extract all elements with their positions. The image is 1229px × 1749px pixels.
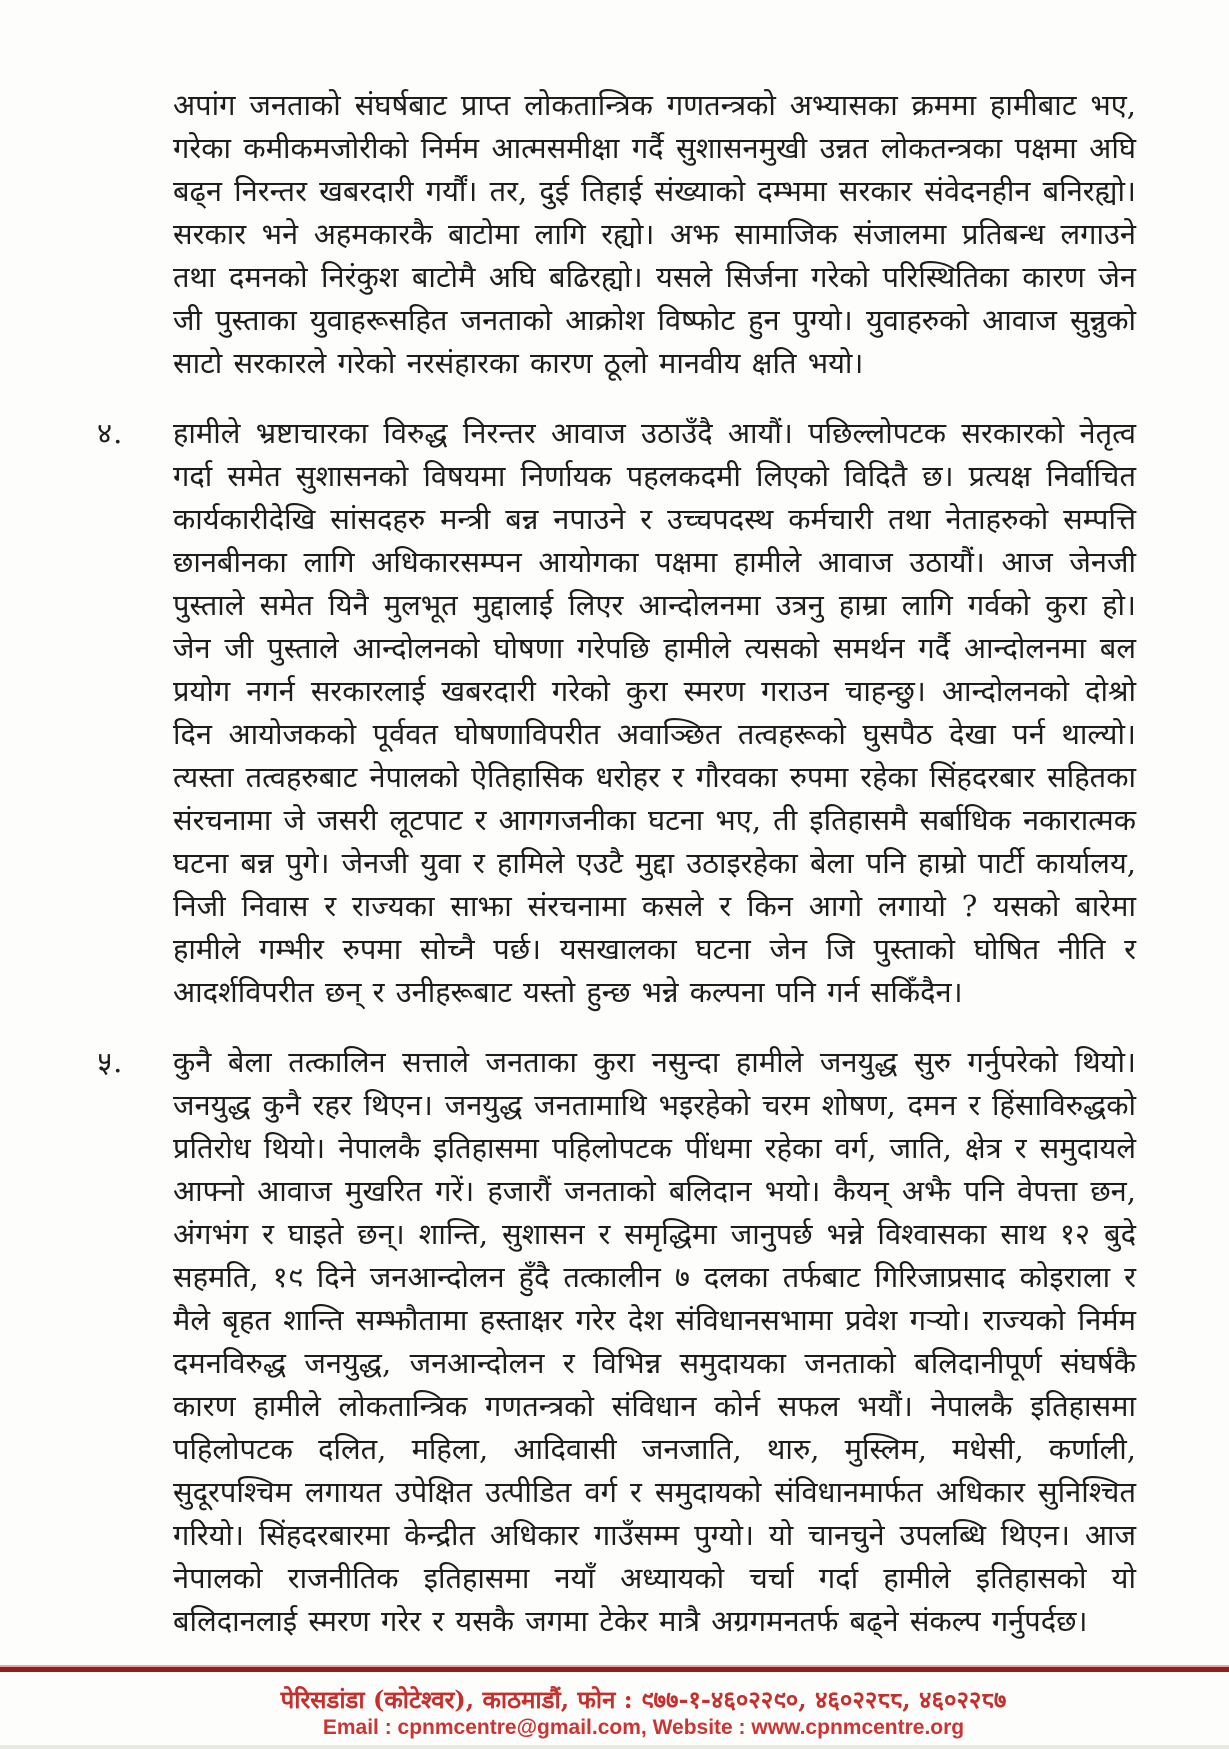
paragraph-text: अपांग जनताको संघर्षबाट प्राप्त लोकतान्त्रिक गणतन्त्रको अभ्यासका क्रममा हामीबाट भए, गरेका कमीकमजोरीको निर्मम आत्मसमीक्षा गर्दै सुशासनमुखी उन्नत लोकतन्त्रका पक्षमा अघि बढ्न निरन्तर खबरदारी गर्यौं। तर, दुई तिहाई संख्याको दम्भमा सरकार संवेदनहीन बनिरह्यो। सरकार भने अहमकारकै बाटोमा लागि रह्यो। अझ सामाजिक संजालमा प्रतिबन्ध लगाउने तथा दमनको निरंकुश बाटोमै अघि बढिरह्यो। यसले सिर्जना गरेको परिस्थितिका कारण जेन जी पुस्ताका युवाहरूसहित जनताको आक्रोश विष्फोट हुन पुग्यो। युवाहरुको आवाज सुन्नुको साटो सरकारले गरेको नरसंहारका कारण ठूलो मानवीय क्षति भयो। (173, 88, 1136, 380)
paragraph (97, 84, 1136, 385)
footer-address: पेरिसडांडा (कोटेश्वर), काठमाडौं, फोन : ९७७-१-४६०२२९०, ४६०२२८८, ४६०२२८७ (280, 1685, 1007, 1714)
paragraph-number: ४. (97, 416, 124, 450)
footer-divider (0, 1665, 1229, 1672)
footer-contact: Email : cpnmcentre@gmail.com, Website : www.cpnmcentre.org (322, 1716, 965, 1739)
paragraph-number: ५. (97, 1045, 124, 1079)
paragraph-text: हामीले भ्रष्टाचारका विरुद्ध निरन्तर आवाज उठाउँदै आयौं। पछिल्लोपटक सरकारको नेतृत्व गर्दा समेत सुशासनको विषयमा निर्णायक पहलकदमी लिएको विदितै छ। प्रत्यक्ष निर्वाचित कार्यकारीदेखि सांसदहरु मन्त्री बन्न नपाउने र उच्चपदस्थ कर्मचारी तथा नेताहरुको सम्पत्ति छानबीनका लागि अधिकारसम्पन आयोगका पक्षमा हामीले आवाज उठायौं। आज जेनजी पुस्ताले समेत यिनै मुलभूत मुद्दालाई लिएर आन्दोलनमा उत्रनु हाम्रा लागि गर्वको कुरा हो। जेन जी पुस्ताले आन्दोलनको घोषणा गरेपछि हामीले त्यसको समर्थन गर्दै आन्दोलनमा बल प्रयोग नगर्न सरकारलाई खबरदारी गरेको कुरा स्मरण गराउन चाहन्छु। आन्दोलनको दोश्रो दिन आयोजकको पूर्ववत घोषणाविपरीत अवाञ्छित तत्वहरूको घुसपैठ देखा पर्न थाल्यो। त्यस्ता तत्वहरुबाट नेपालको ऐतिहासिक धरोहर र गौरवका रुपमा रहेका सिंहदरबार सहितका संरचनामा जे जसरी लूटपाट र आगगजनीका घटना भए, ती इतिहासमै सर्बाधिक नकारात्मक घटना बन्न पुगे। जेनजी युवा र हामिले एउटै मुद्दा उठाइरहेका बेला पनि हाम्रो पार्टी कार्यालय, निजी निवास र राज्यका साझा संरचनामा कसले र किन आगो लगायो ? यसको बारेमा हामीले गम्भीर रुपमा सोच्नै पर्छ। यसखालका घटना जेन जि पुस्ताको घोषित नीति र आदर्शविपरीत छन् र उनीहरूबाट यस्तो हुन्छ भन्ने कल्पना पनि गर्न सकिँदैन। (173, 416, 1136, 1009)
page-footer (0, 1665, 1229, 1749)
page-bottom-edge (0, 1745, 1229, 1749)
paragraph-text: कुनै बेला तत्कालिन सत्ताले जनताका कुरा नसुन्दा हामीले जनयुद्ध सुरु गर्नुपरेको थियो। जनयुद्ध कुनै रहर थिएन। जनयुद्ध जनतामाथि भइरहेको चरम शोषण, दमन र हिंसाविरुद्धको प्रतिरोध थियो। नेपालकै इतिहासमा पहिलोपटक पींधमा रहेका वर्ग, जाति, क्षेत्र र समुदायले आफ्नो आवाज मुखरित गरें। हजारौं जनताको बलिदान भयो। कैयन् अझै पनि वेपत्ता छन, अंगभंग र घाइते छन्। शान्ति, सुशासन र समृद्धिमा जानुपर्छ भन्ने विश्वासका साथ १२ बुदे सहमति, १९ दिने जनआन्दोलन हुँदै तत्कालीन ७ दलका तर्फबाट गिरिजाप्रसाद कोइराला र मैले बृहत शान्ति सम्झौतामा हस्ताक्षर गरेर देश संविधानसभामा प्रवेश गऱ्यो। राज्यको निर्मम दमनविरुद्ध जनयुद्ध, जनआन्दोलन र विभिन्न समुदायका जनताको बलिदानीपूर्ण संघर्षकै कारण हामीले लोकतान्त्रिक गणतन्त्रको संविधान कोर्न सफल भयौं। नेपालकै इतिहासमा पहिलोपटक दलित, महिला, आदिवासी जनजाति, थारु, मुस्लिम, मधेसी, कर्णाली, सुदूरपश्चिम लगायत उपेक्षित उत्पीडित वर्ग र समुदायको संविधानमार्फत अधिकार सुनिश्चित गरियो। सिंहदरबारमा केन्द्रीत अधिकार गाउँसम्म पुग्यो। यो चानचुने उपलब्धि थिएन। आज नेपालको राजनीतिक इतिहासमा नयाँ अध्यायको चर्चा गर्दा हामीले इतिहासको यो बलिदानलाई स्मरण गरेर र यसकै जगमा टेकेर मात्रै अग्रगमनतर्फ बढ्ने संकल्प गर्नुपर्दछ। (173, 1045, 1136, 1638)
document-body (97, 84, 1136, 1643)
paragraph (97, 1041, 1136, 1643)
paragraph (97, 412, 1136, 1014)
